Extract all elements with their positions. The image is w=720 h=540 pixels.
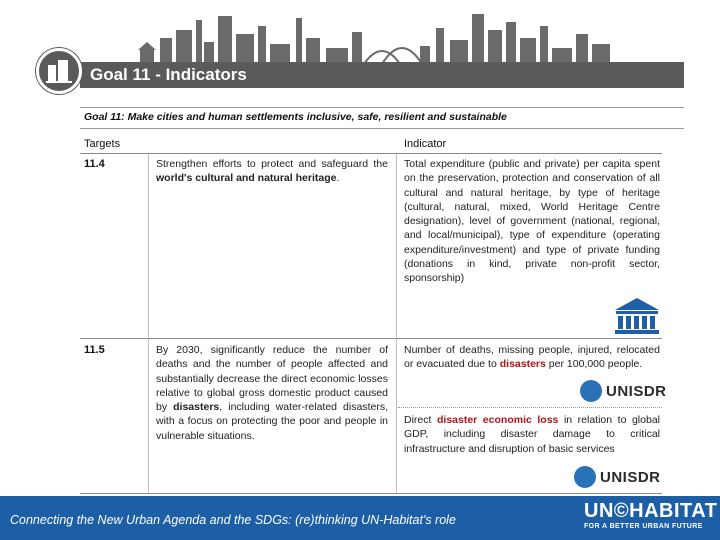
un-habitat-logo-tagline: FOR A BETTER URBAN FUTURE: [584, 523, 703, 530]
target-id: 11.4: [84, 158, 105, 170]
city-icon-graphic: [39, 51, 79, 91]
unisdr-logo-text: UNISDR: [600, 468, 661, 486]
indicator-divider: [398, 407, 662, 408]
indicator-description: [404, 343, 660, 372]
indicator-description: Total expenditure (public and private) per capita spent on the preservation, protection and conservation of all cultural and natural heritage, by type of heritage (cultural, natural, mixed, World Heritage Centre designation), level of government (national, regional, and local/municipal), type of expenditure (operating expenditure/investment) and type of private funding (donations in kind, private non-profit sector, sponsorship): [404, 158, 660, 285]
un-habitat-logo-name: UN©HABITAT: [584, 500, 718, 522]
indicator-text-part: per 100,000 people.: [545, 358, 643, 371]
target-text-part: , including water-related disasters, with a focus on protecting the poor and people in vulnerable situations.: [156, 401, 388, 442]
target-text-part: .: [336, 172, 340, 185]
un-emblem-icon: [574, 466, 596, 488]
un-habitat-logo: [584, 500, 718, 532]
table-divider: [80, 153, 662, 154]
footer-caption: Connecting the New Urban Agenda and the SDGs: (re)thinking UN-Habitat's role: [10, 513, 456, 527]
indicator-text-part: Direct: [404, 414, 437, 426]
target-id: 11.5: [84, 344, 105, 356]
indicator-text-part: in relation to global GDP, including disaster damage to critical infrastructure and disruption of basic services: [404, 414, 660, 455]
unisdr-logo: [574, 466, 661, 488]
unesco-logo: [612, 296, 662, 336]
indicator-text-part: Number of deaths, missing people, injured, relocated or evacuated due to: [404, 344, 660, 371]
unisdr-logo: [580, 380, 667, 402]
target-text-bold: world's cultural and natural heritage: [156, 172, 337, 185]
target-text-part: Strengthen efforts to protect and safeguard the: [156, 158, 388, 170]
indicator-highlight: disaster economic loss: [436, 414, 559, 426]
indicator-highlight: disasters: [499, 358, 546, 371]
column-header-indicator: Indicator: [404, 138, 447, 150]
target-text-part: By 2030, significantly reduce the number of deaths and the number of people affected and substantially decrease the direct economic losses relative to global gross domestic product caused by: [156, 344, 388, 414]
unisdr-logo-text: UNISDR: [606, 382, 667, 400]
city-icon: [36, 48, 82, 94]
skyline-illustration: [120, 8, 720, 68]
table-divider: [80, 338, 662, 339]
indicator-description: [404, 413, 660, 456]
column-divider: [148, 154, 149, 493]
column-divider: [396, 154, 397, 493]
un-emblem-icon: [580, 380, 602, 402]
column-header-targets: Targets: [84, 138, 121, 150]
table-divider: [80, 493, 662, 494]
target-description: [156, 157, 388, 186]
page-title: Goal 11 - Indicators: [90, 65, 247, 84]
target-text-bold: disasters: [173, 401, 220, 414]
target-description: [156, 343, 388, 443]
goal-statement: Goal 11: Make cities and human settlements inclusive, safe, resilient and sustainable: [84, 111, 507, 123]
